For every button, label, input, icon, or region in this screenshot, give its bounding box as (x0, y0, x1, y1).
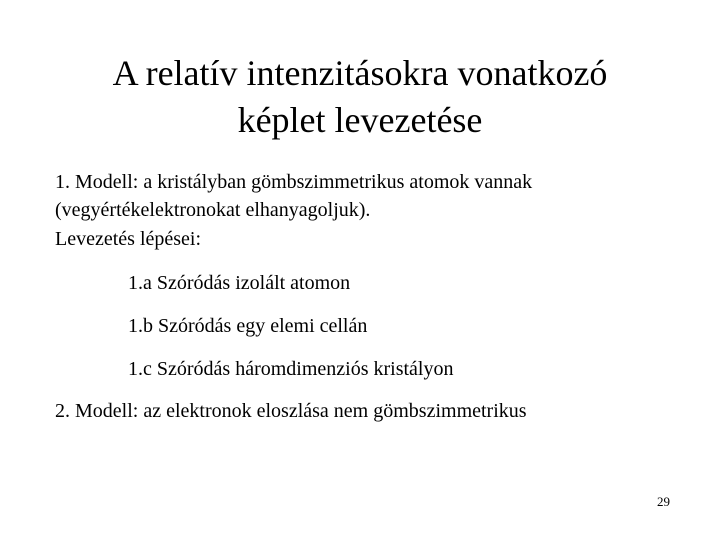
model-1-text-line-2: (vegyértékelektronokat elhanyagoljuk). (55, 199, 371, 221)
model-2-text: 2. Modell: az elektronok eloszlása nem gömbszimmetrikus (55, 400, 527, 422)
model-1-text-line-1: 1. Modell: a kristályban gömbszimmetrikus atomok vannak (55, 171, 533, 193)
step-1c: 1.c Szóródás háromdimenziós kristályon (128, 358, 454, 380)
page-number: 29 (657, 494, 670, 509)
title-line-1: A relatív intenzitásokra vonatkozó (112, 53, 608, 93)
step-1a: 1.a Szóródás izolált atomon (128, 272, 351, 294)
title-line-2: képlet levezetése (237, 100, 483, 140)
steps-heading: Levezetés lépései: (55, 228, 202, 250)
slide-title (40, 50, 680, 144)
step-1b: 1.b Szóródás egy elemi cellán (128, 315, 368, 337)
